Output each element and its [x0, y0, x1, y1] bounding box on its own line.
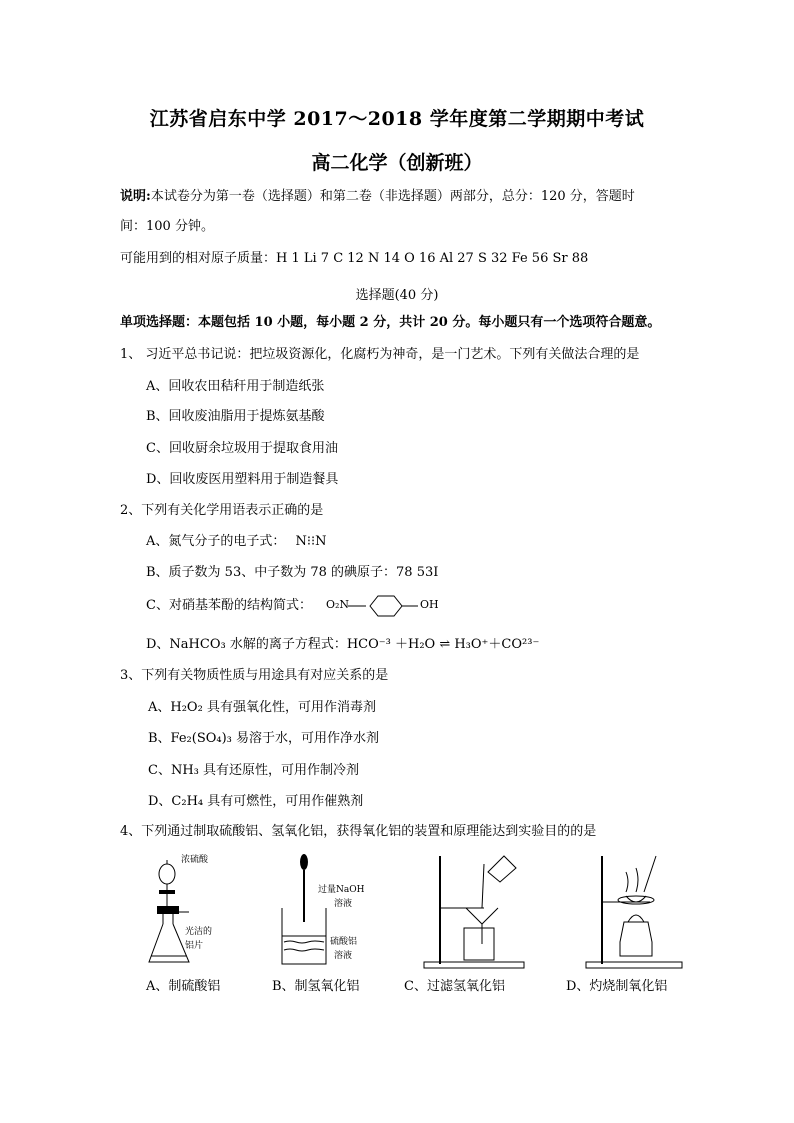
n2-electron-formula: N⁝⁝N	[295, 534, 327, 549]
nitrophenol-structure	[328, 592, 448, 623]
q2-option-d: D、NaHCO₃ 水解的离子方程式：HCO⁻³ ＋H₂O ⇌ H₃O⁺＋CO²³⁻	[146, 637, 540, 652]
exam-title: 江苏省启东中学 2017～2018 学年度第二学期期中考试	[149, 108, 645, 130]
o2n-group: O₂N	[326, 598, 350, 611]
q2-option-a-text: A、氮气分子的电子式：	[146, 534, 286, 549]
q2-option-c	[146, 597, 312, 615]
instructions-text1: 本试卷分为第一卷（选择题）和第二卷（非选择题）两部分，总分：120 分，答题时	[150, 189, 635, 204]
q1-option-b: B、回收废油脂用于提炼氨基酸	[146, 409, 325, 424]
label-al-2: 铝片	[185, 941, 204, 951]
q1-stem: 1、 习近平总书记说：把垃圾资源化，化腐朽为神奇，是一门艺术。下列有关做法合理的是	[120, 347, 640, 362]
caption-a: A、制硫酸铝	[146, 979, 221, 994]
q3-option-d: D、C₂H₄ 具有可燃性，可用作催熟剂	[148, 794, 364, 809]
section-intro: 单项选择题：本题包括 10 小题，每小题 2 分，共计 20 分。每小题只有一个选项符合题意。	[120, 315, 661, 330]
q1-option-c: C、回收厨余垃圾用于提取食用油	[146, 441, 338, 456]
q2-option-b: B、质子数为 53、中子数为 78 的碘原子：78 53I	[146, 565, 439, 580]
instructions-label: 说明:	[120, 189, 151, 204]
dropper-beaker-icon	[278, 852, 378, 970]
apparatus-d	[580, 852, 690, 974]
apparatus-b	[278, 852, 378, 974]
q2-option-a	[146, 533, 327, 551]
caption-d: D、灼烧制氧化铝	[566, 979, 668, 994]
q1-option-a: A、回收农田秸秆用于制造纸张	[146, 379, 325, 394]
q2-option-c-text: C、对硝基苯酚的结构简式：	[146, 598, 312, 613]
q3-stem: 3、下列有关物质性质与用途具有对应关系的是	[120, 668, 389, 683]
q2-stem: 2、下列有关化学用语表示正确的是	[120, 503, 324, 518]
apparatus-a	[145, 852, 245, 974]
q4-stem: 4、下列通过制取硫酸铝、氢氧化铝，获得氧化铝的装置和原理能达到实验目的的是	[120, 824, 597, 839]
q3-option-a: A、H₂O₂ 具有强氧化性，可用作消毒剂	[148, 700, 376, 715]
label-al2so4-2: 溶液	[334, 951, 353, 961]
apparatus-c	[420, 852, 530, 974]
q1-option-d: D、回收废医用塑料用于制造餐具	[146, 472, 339, 487]
label-naoh-1: 过量NaOH	[318, 885, 365, 895]
flask-funnel-icon	[145, 852, 245, 970]
exam-subtitle: 高二化学（创新班）	[311, 152, 483, 174]
q3-option-b: B、Fe₂(SO₄)₃ 易溶于水，可用作净水剂	[148, 731, 380, 746]
label-al-1: 光洁的	[185, 927, 213, 937]
crucible-burner-icon	[580, 852, 690, 970]
label-conc-h2so4: 浓硫酸	[181, 855, 209, 865]
filtration-icon	[420, 852, 530, 970]
oh-group: OH	[420, 598, 439, 611]
label-al2so4-1: 硫酸铝	[330, 937, 358, 947]
section-title: 选择题(40 分)	[355, 288, 439, 303]
instructions-line2: 间：100 分钟。	[120, 219, 214, 234]
instructions-line1	[120, 188, 635, 206]
caption-c: C、过滤氢氧化铝	[404, 979, 505, 994]
caption-b: B、制氢氧化铝	[272, 979, 360, 994]
label-naoh-2: 溶液	[334, 899, 353, 909]
q3-option-c: C、NH₃ 具有还原性，可用作制冷剂	[148, 763, 360, 778]
atomic-masses: 可能用到的相对原子质量：H 1 Li 7 C 12 N 14 O 16 Al 27 S 32 Fe 56 Sr 88	[120, 251, 589, 266]
